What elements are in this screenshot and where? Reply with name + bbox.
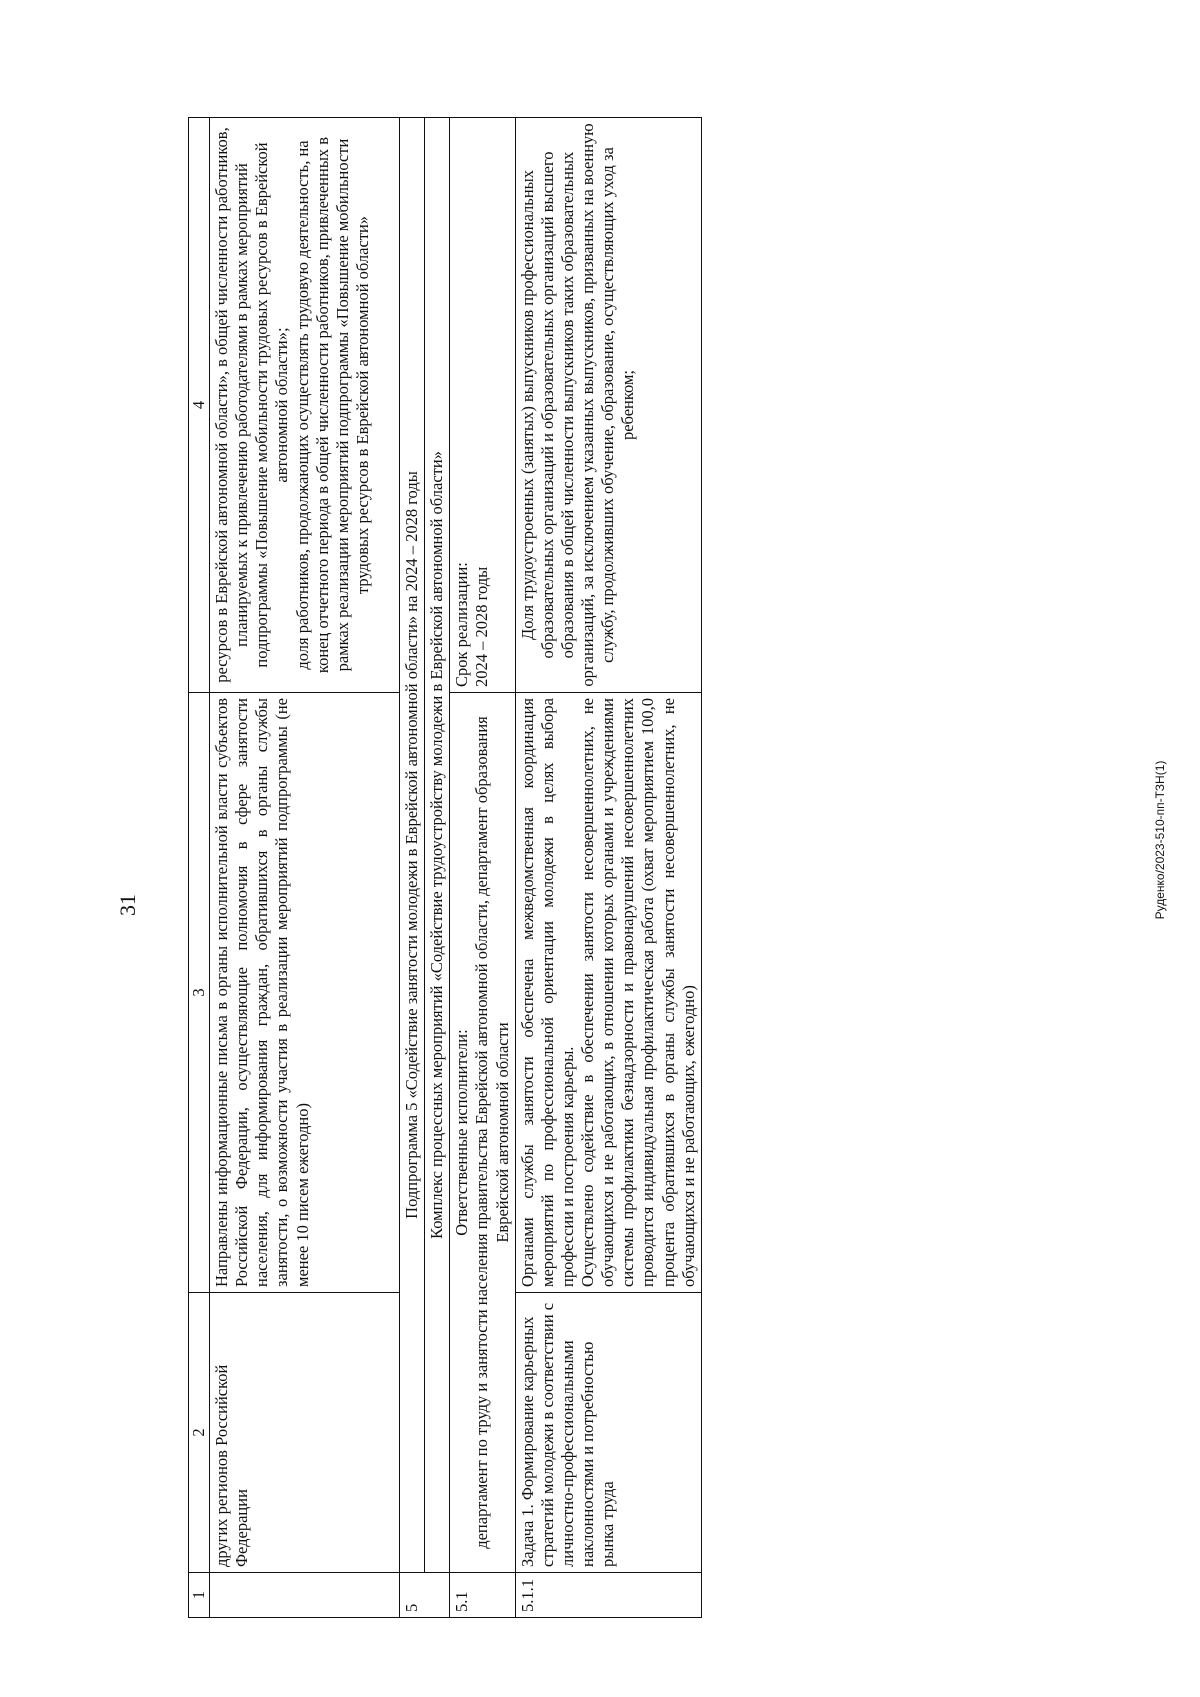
row-number: 5.1 [450, 1573, 515, 1618]
result-paragraph: Органами службы занятости обеспечена межведомственная координация мероприятий по профессиональной ориентации молодежи в целях выбора профессии и построения карьеры. [517, 698, 577, 1287]
task-description: Задача 1. Формирование карьерных стратегий молодежи в соответствии с личностно-профессиональными наклонностями и потребностью рынка труда [515, 1293, 701, 1573]
row-number: 5.1.1 [515, 1573, 701, 1618]
implementation-term [450, 118, 515, 693]
row-name: других регионов Российской Федерации [210, 1293, 400, 1573]
result-paragraph: Осуществлено содействие в обеспечении занятости несовершеннолетних, не обучающихся и не работающих, в отношении которых органами и учреждениями системы профилактики безнадзорности и правонарушений несовершеннолетних проводится индивидуальная профилактическая работа (охват мероприятием 100,0 процента обратившихся в органы службы занятости несовершеннолетних, не обучающихся и не работающих, ежегодно) [578, 698, 698, 1287]
table-row [515, 118, 701, 1618]
header-cell-4: 4 [189, 118, 210, 693]
responsible-label: Ответственные исполнители: [452, 1029, 472, 1236]
subprogram-title: Подпрограмма 5 «Содействие занятости молодежи в Еврейской автономной области» на 2024 – 2028 годы [400, 118, 425, 1573]
document-code: Руденко/2023-510-пп-ТЗН(1) [1153, 760, 1167, 920]
subprogram-row [400, 118, 425, 1618]
row-number [210, 1573, 400, 1618]
table-container [188, 118, 1118, 1618]
page-number: 31 [115, 894, 140, 916]
complex-row [425, 118, 450, 1618]
header-cell-1: 1 [189, 1573, 210, 1618]
row-result: Направлены информационные письма в органы исполнительной власти субъектов Российской Федерации, осуществляющие полномочия в сфере занятости населения, для информирования граждан, обратившихся в органы службы занятости, о возможности участия в реализации мероприятий подпрограммы (не менее 10 писем ежегодно) [210, 693, 400, 1293]
rotated-page [188, 118, 1118, 1618]
header-cell-2: 2 [189, 1293, 210, 1573]
table-row [450, 118, 515, 1618]
program-table [188, 117, 702, 1618]
term-value: 2024 – 2028 годы [472, 566, 492, 687]
task-indicators [515, 118, 701, 693]
term-label: Срок реализации: [452, 562, 472, 687]
header-cell-3: 3 [189, 693, 210, 1293]
indicator-text: Доля трудоустроенных (занятых) выпускников профессиональных образовательных организаций и образовательных организаций высшего образования в общей численности выпускников таких образовательных организаций, за исключением указанных выпускников, призванных на военную службу, продолживших обучение, образование, осуществляющих уход за ребенком; [517, 123, 638, 687]
responsible-executors [450, 693, 515, 1573]
task-result [515, 693, 701, 1293]
table-row [210, 118, 400, 1618]
row-number: 5 [400, 1573, 450, 1618]
indicator-text: ресурсов в Еврейской автономной области», в общей численности работников, планируемых к привлечению работодателями в рамках мероприятий подпрограммы «Повышение мобильности трудовых ресурсов в Еврейской автономной области»; [212, 127, 292, 683]
row-indicators [210, 118, 400, 693]
complex-title: Комплекс процессных мероприятий «Содействие трудоустройству молодежи в Еврейской автономной области» [425, 118, 450, 1573]
indicator-text: доля работников, продолжающих осуществлять трудовую деятельность, на конец отчетного периода в общей численности работников, привлеченных в рамках реализации мероприятий подпрограммы «Повышение мобильности трудовых ресурсов в Еврейской автономной области» [292, 136, 372, 674]
header-row [189, 118, 210, 1618]
responsible-text: департамент по труду и занятости населения правительства Еврейской автономной области, департамент образования Еврейской автономной области [472, 716, 512, 1549]
